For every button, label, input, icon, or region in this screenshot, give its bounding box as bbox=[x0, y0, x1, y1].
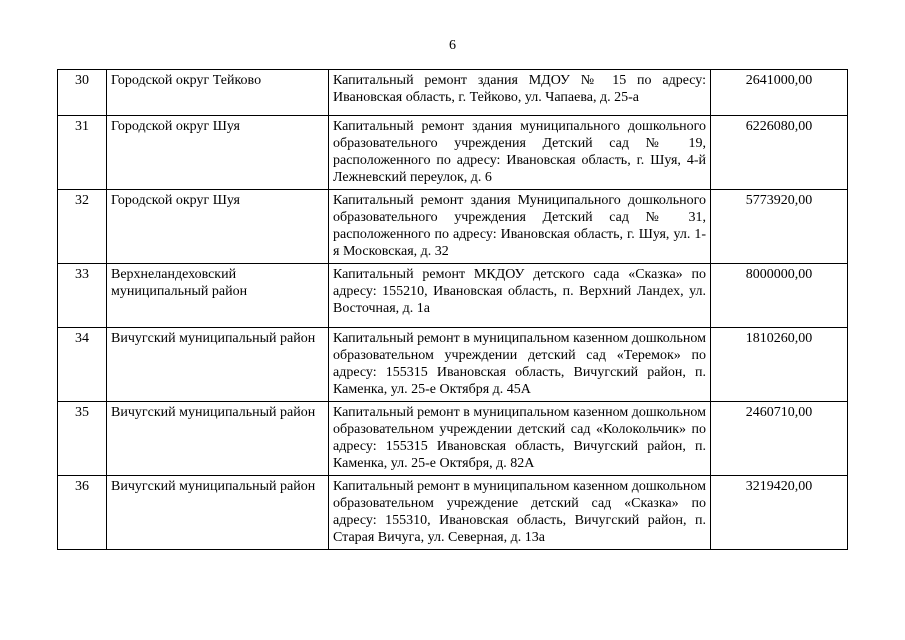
description-cell: Капитальный ремонт в муниципальном казенном дошкольном образовательном учреждении детский сад «Колокольчик» по адресу: 155315 Ивановская область, Вичугский район, п. Каменка, ул. 25-е Октября, д. 82А bbox=[329, 402, 711, 476]
municipality-cell: Вичугский муниципальный район bbox=[107, 328, 329, 402]
table-row bbox=[58, 190, 848, 264]
row-number: 32 bbox=[58, 190, 107, 264]
amount-cell: 3219420,00 bbox=[711, 476, 848, 550]
amount-cell: 8000000,00 bbox=[711, 264, 848, 328]
row-number: 35 bbox=[58, 402, 107, 476]
amount-cell: 1810260,00 bbox=[711, 328, 848, 402]
table-row bbox=[58, 70, 848, 116]
amount-cell: 5773920,00 bbox=[711, 190, 848, 264]
municipality-cell: Городской округ Шуя bbox=[107, 116, 329, 190]
funding-table bbox=[57, 69, 848, 550]
row-number: 34 bbox=[58, 328, 107, 402]
row-number: 30 bbox=[58, 70, 107, 116]
description-cell: Капитальный ремонт в муниципальном казенном дошкольном образовательном учреждении детский сад «Теремок» по адресу: 155315 Ивановская область, Вичугский район, п. Каменка, ул. 25-е Октября д. 45А bbox=[329, 328, 711, 402]
municipality-cell: Вичугский муниципальный район bbox=[107, 402, 329, 476]
description-cell: Капитальный ремонт здания МДОУ № 15 по адресу: Ивановская область, г. Тейково, ул. Чапаева, д. 25-а bbox=[329, 70, 711, 116]
row-number: 33 bbox=[58, 264, 107, 328]
amount-cell: 2641000,00 bbox=[711, 70, 848, 116]
municipality-cell: Верхнеландеховский муниципальный район bbox=[107, 264, 329, 328]
amount-cell: 2460710,00 bbox=[711, 402, 848, 476]
table-row bbox=[58, 402, 848, 476]
table-row bbox=[58, 264, 848, 328]
description-cell: Капитальный ремонт здания Муниципального дошкольного образовательного учреждения Детский сад № 31, расположенного по адресу: Ивановская область, г. Шуя, ул. 1-я Московская, д. 32 bbox=[329, 190, 711, 264]
table-row bbox=[58, 116, 848, 190]
municipality-cell: Городской округ Тейково bbox=[107, 70, 329, 116]
municipality-cell: Городской округ Шуя bbox=[107, 190, 329, 264]
row-number: 36 bbox=[58, 476, 107, 550]
municipality-cell: Вичугский муниципальный район bbox=[107, 476, 329, 550]
description-cell: Капитальный ремонт в муниципальном казенном дошкольном образовательном учреждение детский сад «Сказка» по адресу: 155310, Ивановская область, Вичугский район, п. Старая Вичуга, ул. Северная, д. 13а bbox=[329, 476, 711, 550]
page-number: 6 bbox=[449, 38, 456, 53]
description-cell: Капитальный ремонт МКДОУ детского сада «Сказка» по адресу: 155210, Ивановская область, п. Верхний Ландех, ул. Восточная, д. 1а bbox=[329, 264, 711, 328]
row-number: 31 bbox=[58, 116, 107, 190]
table-row bbox=[58, 328, 848, 402]
amount-cell: 6226080,00 bbox=[711, 116, 848, 190]
description-cell: Капитальный ремонт здания муниципального дошкольного образовательного учреждения Детский сад № 19, расположенного по адресу: Ивановская область, г. Шуя, 4-й Лежневский переулок, д. 6 bbox=[329, 116, 711, 190]
table-row bbox=[58, 476, 848, 550]
